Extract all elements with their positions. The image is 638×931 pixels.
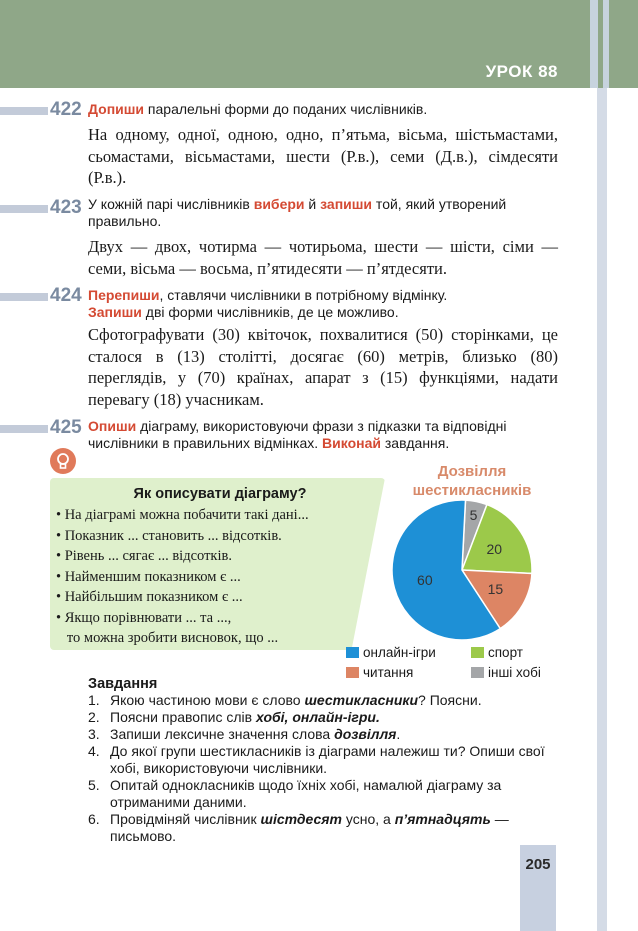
legend-label: онлайн-ігри [363,645,436,660]
pie-chart [380,495,540,645]
legend-swatch [346,667,359,678]
instruction-text: дві форми числівників, де це можливо. [141,304,399,320]
assignment-text: Якою частиною мови є слово [110,692,305,708]
instruction-keyword: Запиши [88,304,142,320]
hint-item: • Якщо порівнювати ... та ..., [56,609,232,626]
assignment-keyword: п’ятнадцять [394,811,491,827]
assignment-item [88,777,548,811]
assignment-text: Опитай однокласників щодо їхніх хобі, намалюй діаграму за отриманими даними. [110,777,502,810]
instruction-text: паралельні форми до поданих числівників. [144,101,428,117]
instruction-keyword: вибери [253,196,305,212]
assignment-text: . [396,726,401,742]
assignment-item [88,692,548,709]
assignment-text: Запиши лексичне значення слова [110,726,335,742]
task-number-bar [0,107,48,115]
slice-value-label: 20 [486,540,503,557]
assignment-keyword: хобі, онлайн-ігри. [256,709,380,725]
slice-value-label: 15 [487,581,504,598]
task-number-bar [0,205,48,213]
legend-label: спорт [488,645,523,660]
legend-swatch [346,647,359,658]
instruction-text: той, який утворений правильно. [88,196,507,229]
hint-item: то можна зробити висновок, що ... [56,630,279,646]
legend-label: читання [363,665,414,680]
assignment-keyword: дозвілля [334,726,397,742]
instruction-keyword: запиши [320,196,373,212]
task-number: 425 [50,417,82,438]
instruction-keyword: Опиши [88,418,137,434]
lightbulb-icon [50,448,76,474]
exercise-text: На одному, одної, одною, одно, п’ятьма, вісьма, шістьмастами, сьомастами, вісьмастами, шести (Р.в.), семи (Д.в.), сімдесяти (Р.в.). [88,125,558,187]
assignment-text: До якої групи шестикласників із діаграми належиш ти? Опиши свої хобі, використовуючи числівники. [110,743,545,776]
page-number: 205 [525,856,551,873]
instruction-text: У кожній парі числівників [88,196,254,212]
instruction-keyword: Виконай [322,435,381,451]
lesson-title: УРОК 88 [485,62,558,81]
legend-entry [346,665,413,680]
legend-label: інші хобі [488,665,541,680]
hint-item: • Найменшим показником є ... [56,568,241,585]
assignment-item [88,743,548,777]
lightbulb-icon-glyph [50,448,76,474]
assignment-text: — письмово. [110,811,509,844]
task-number: 424 [50,285,82,306]
assignment-item-number: 6. [88,811,100,827]
assignment-item-number: 2. [88,709,100,725]
task-number: 422 [50,99,82,120]
slice-value-label: 5 [469,507,478,524]
task-instruction [88,287,528,321]
hint-list [56,505,386,649]
assignment-item [88,709,548,726]
assignment-item [88,811,548,845]
instruction-text: завдання. [381,435,450,451]
assignment-text: Поясни правопис слів [110,709,256,725]
legend-swatch [471,647,484,658]
instruction-text: діаграму, використовуючи фрази з підказки та відповідні числівники в правильних відмінках. [88,418,507,451]
instruction-text: , ставлячи числівники в потрібному відмінку. [159,287,448,303]
task-number-bar [0,425,48,433]
legend-swatch [471,667,484,678]
hint-item: • Показник ... становить ... відсотків. [56,527,282,544]
instruction-keyword: Перепиши [88,287,160,303]
task-number-bar [0,293,48,301]
header-decor-strip [603,0,609,88]
assignment-list [88,692,548,845]
assignment-item [88,726,548,743]
assignment-keyword: шістдесят [260,811,342,827]
task-instruction [88,418,528,452]
assignment-text: ? Поясни. [418,692,482,708]
exercise-text: Сфотографувати (30) квіточок, похвалитися (50) сторінками, це сталося в (13) столітті, досягає (60) метрів, близько (80) переглядів, у (70) країнах, апарат з (15) функціями, надати перевагу (18) учасникам. [88,325,558,409]
assignment-text: усно, а [342,811,395,827]
assignment-title: Завдання [88,676,158,692]
task-number: 423 [50,197,82,218]
hint-item: • На діаграмі можна побачити такі дані... [56,507,309,523]
chart-title: Дозвілля шестикласників [412,463,532,499]
assignment-item-number: 3. [88,726,100,742]
side-decor-bar [597,88,607,931]
legend-entry [346,645,436,660]
header-decor-strip [590,0,598,88]
assignment-item-number: 1. [88,692,100,708]
assignment-keyword: шестикласники [304,692,419,708]
task-instruction [88,101,528,118]
task-instruction [88,196,528,230]
legend-entry [471,645,523,660]
hint-title: Як описувати діаграму? [133,486,307,502]
slice-value-label: 60 [417,572,433,589]
instruction-keyword: Допиши [88,101,145,117]
assignment-item-number: 4. [88,743,100,759]
legend-entry [471,665,541,680]
hint-item: • Найбільшим показником є ... [56,589,243,605]
instruction-text: й [304,196,321,212]
hint-item: • Рівень ... сягає ... відсотків. [56,548,232,564]
assignment-item-number: 5. [88,777,100,793]
exercise-text: Двух — двох, чотирма — чотирьома, шести — шісти, сіми — семи, вісьма — восьма, п’ятидесяти — п’ятдесяти. [88,237,558,278]
assignment-text: Провідміняй числівник [110,811,261,827]
